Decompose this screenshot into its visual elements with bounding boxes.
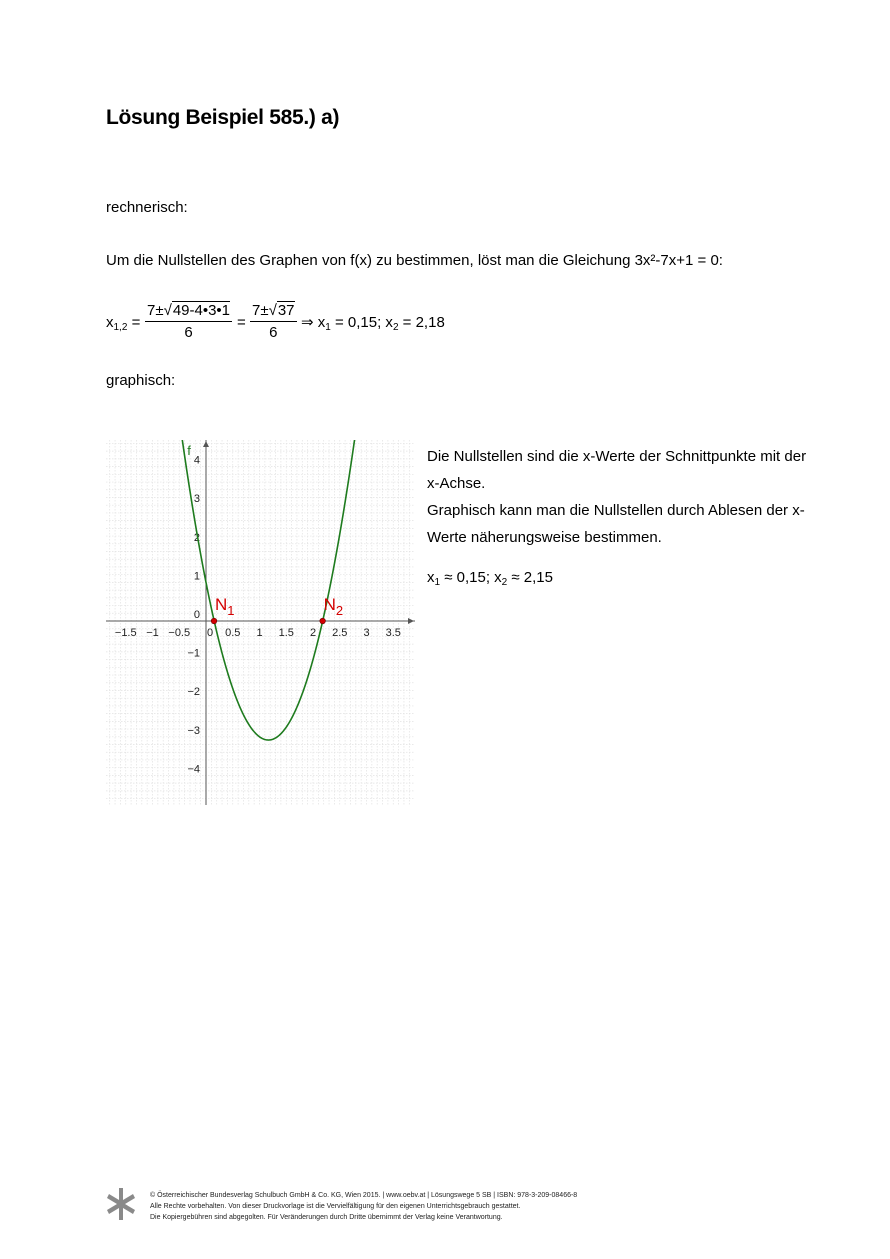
zero-point-label: $N_2$	[323, 595, 344, 618]
formula-eq: =	[237, 314, 246, 331]
formula-lhs: $x_{1,2}$ =	[106, 314, 141, 333]
y-tick-label: −4	[187, 763, 200, 776]
x-tick-label: −0.5	[168, 627, 191, 639]
formula-result: ⇒ $x_1 = 0,15$; $x_2 = 2,18$	[301, 314, 445, 333]
graphical-result: $x_1 \approx 0,15$; $x_2 \approx 2,15$	[427, 569, 553, 588]
x-tick-label: 0.5	[225, 627, 241, 639]
y-tick-label: −2	[187, 686, 200, 699]
x-tick-labels	[115, 627, 401, 639]
y-tick-label: 4	[193, 454, 200, 467]
zero-point-marker	[211, 618, 217, 624]
explanation-p2: Graphisch kann man die Nullstellen durch Ablesen der x-Werte näherungsweise bestimmen.	[427, 502, 805, 546]
x-tick-label: 3	[363, 627, 370, 639]
publisher-logo-icon	[106, 1188, 136, 1220]
fraction-1: 7±√49-4•3•1 6	[147, 302, 231, 341]
y-tick-label: −3	[187, 724, 200, 737]
page-title: Lösung Beispiel 585.) a)	[106, 106, 340, 129]
x-tick-label: 3.5	[385, 627, 401, 639]
explanation-box	[427, 443, 812, 596]
x-tick-label: 0	[206, 627, 214, 639]
x-tick-label: 2	[309, 627, 317, 639]
section-graphisch: graphisch:	[106, 372, 176, 389]
zero-point-label: $N_1$	[215, 595, 235, 618]
y-tick-label: 3	[193, 493, 200, 506]
x-tick-label: −1.5	[114, 627, 137, 639]
footer-line-2: Alle Rechte vorbehalten. Von dieser Druckvorlage ist die Vervielfältigung für den eigenen Unterrichtsgebrauch gestattet.	[150, 1203, 521, 1210]
explanation-p1: Die Nullstellen sind die x-Werte der Schnittpunkte mit der x-Achse.	[427, 448, 807, 492]
zero-point-marker	[320, 618, 326, 624]
x-tick-label: −1	[146, 627, 159, 639]
y-tick-labels	[187, 455, 200, 776]
footer-line-1: © Österreichischer Bundesverlag Schulbuch GmbH & Co. KG, Wien 2015. | www.oebv.at | Lösungswege 5 SB | ISBN: 978-3-209-08466-8	[150, 1192, 578, 1199]
function-graph	[106, 440, 415, 805]
y-tick-label: 2	[193, 531, 200, 544]
y-tick-label: −1	[187, 647, 200, 660]
x-tick-label: 2.5	[332, 627, 348, 639]
curve-label: f	[187, 443, 191, 459]
section-rechnerisch: rechnerisch:	[106, 199, 188, 216]
x-tick-label: 1.5	[278, 627, 294, 639]
intro-text: Um die Nullstellen des Graphen von f(x) zu bestimmen, löst man die Gleichung 3x²-7x+1 = 0:	[106, 252, 723, 269]
x-axis-arrow	[408, 618, 414, 624]
grid-major	[126, 440, 394, 805]
y-axis-arrow	[203, 441, 209, 447]
y-tick-label: 1	[193, 570, 200, 583]
zero-points	[211, 595, 343, 624]
y-tick-label: 0	[193, 609, 200, 621]
footer-text	[150, 1190, 577, 1223]
footer-line-3: Die Kopiergebühren sind abgegolten. Für Veränderungen durch Dritte übernimmt der Verlag keine Verantwortung.	[150, 1214, 503, 1221]
x-tick-label: 1	[256, 627, 263, 639]
fraction-2: 7±√37 6	[252, 302, 295, 341]
